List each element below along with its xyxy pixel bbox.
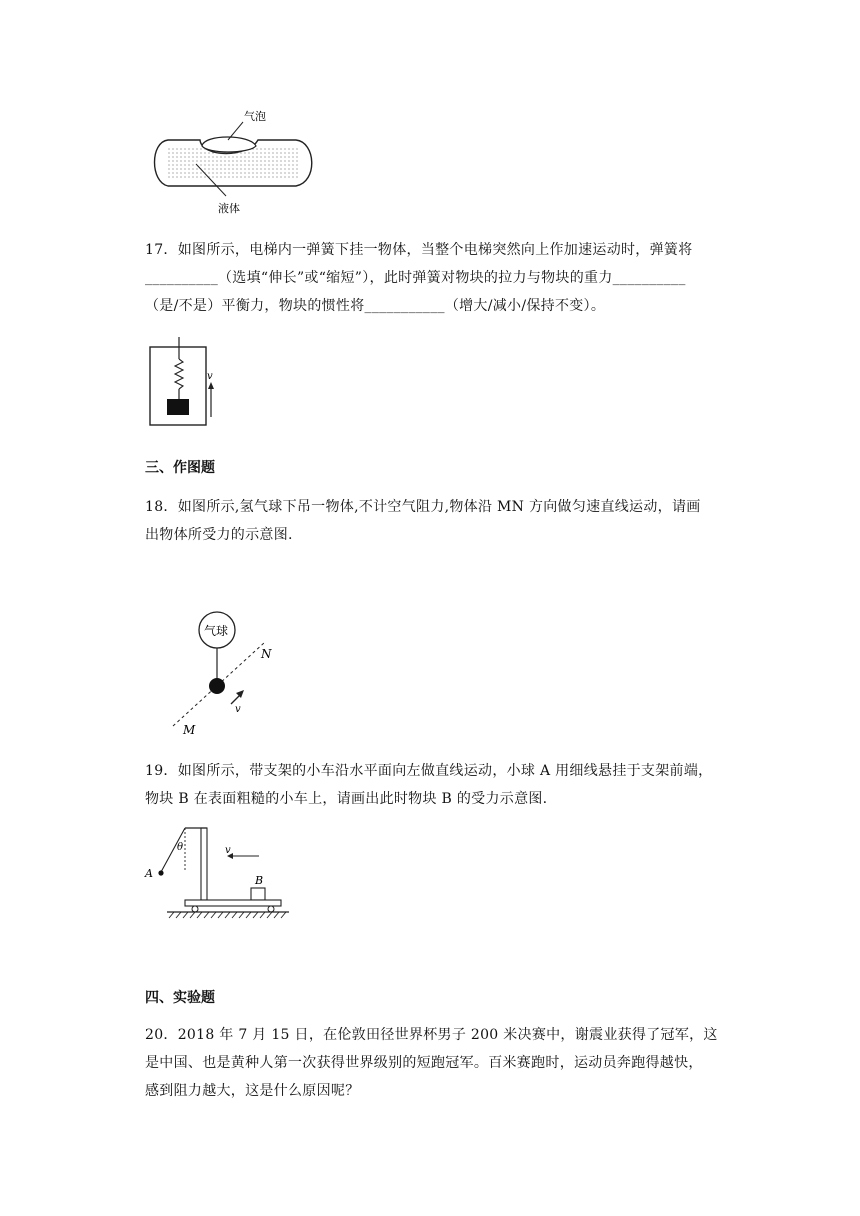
q17-line-3: （是/不是）平衡力，物块的惯性将___________（增大/减小/保持不变）。 bbox=[145, 298, 606, 314]
spring-coil bbox=[175, 359, 183, 389]
point-n-label: N bbox=[261, 647, 272, 661]
velocity-label: v bbox=[225, 845, 231, 856]
velocity-arrowhead bbox=[236, 690, 244, 698]
ball-a bbox=[158, 870, 163, 875]
ball-a-label: A bbox=[145, 867, 153, 880]
q18-line-2: 出物体所受力的示意图. bbox=[145, 527, 293, 543]
q17-line-1: 17．如图所示，电梯内一弹簧下挂一物体，当整个电梯突然向上作加速运动时，弹簧将 bbox=[145, 242, 693, 258]
balloon-label: 气球 bbox=[204, 624, 229, 638]
block-b-label: B bbox=[255, 874, 264, 887]
ground-hatch bbox=[169, 912, 286, 918]
q20-line-3: 感到阻力越大，这是什么原因呢？ bbox=[145, 1083, 360, 1099]
q20-line-2: 是中国、也是黄种人第一次获得世界级别的短跑冠军。百米赛跑时，运动员奔跑得越快， bbox=[145, 1055, 703, 1071]
label-liquid: 液体 bbox=[218, 202, 240, 215]
elevator-figure bbox=[145, 335, 215, 430]
block bbox=[167, 399, 189, 415]
q19-line-1: 19．如图所示，带支架的小车沿水平面向左做直线运动，小球 A 用细线悬挂于支架前端， bbox=[145, 763, 713, 779]
bubble-level-figure bbox=[148, 100, 323, 220]
q19-line-2: 物块 B 在表面粗糙的小车上，请画出此时物块 B 的受力示意图. bbox=[145, 791, 548, 807]
q17-line-2: __________（选填“伸长”或“缩短”），此时弹簧对物块的拉力与物块的重力__________ bbox=[145, 270, 686, 286]
left-wheel bbox=[192, 906, 198, 912]
block-b bbox=[251, 888, 265, 900]
label-bubble: 气泡 bbox=[244, 110, 266, 123]
cart-figure bbox=[143, 822, 293, 922]
velocity-label: v bbox=[235, 704, 241, 715]
object-ball bbox=[209, 678, 225, 694]
section-3-heading: 三、作图题 bbox=[145, 460, 215, 476]
point-m-label: M bbox=[183, 723, 196, 737]
support-post bbox=[201, 828, 207, 900]
right-wheel bbox=[268, 906, 274, 912]
q18-line-1: 18．如图所示,氢气球下吊一物体,不计空气阻力,物体沿 MN 方向做匀速直线运动，请画 bbox=[145, 499, 701, 515]
angle-label: θ bbox=[177, 842, 184, 853]
cart-platform bbox=[185, 900, 281, 906]
velocity-label: v bbox=[207, 371, 213, 382]
section-4-heading: 四、实验题 bbox=[145, 990, 215, 1006]
balloon-figure bbox=[165, 600, 285, 740]
q20-line-1: 20．2018 年 7 月 15 日，在伦敦田径世界杯男子 200 米决赛中，谢震业获得了冠军，这 bbox=[145, 1027, 718, 1043]
velocity-arrowhead bbox=[208, 382, 214, 389]
